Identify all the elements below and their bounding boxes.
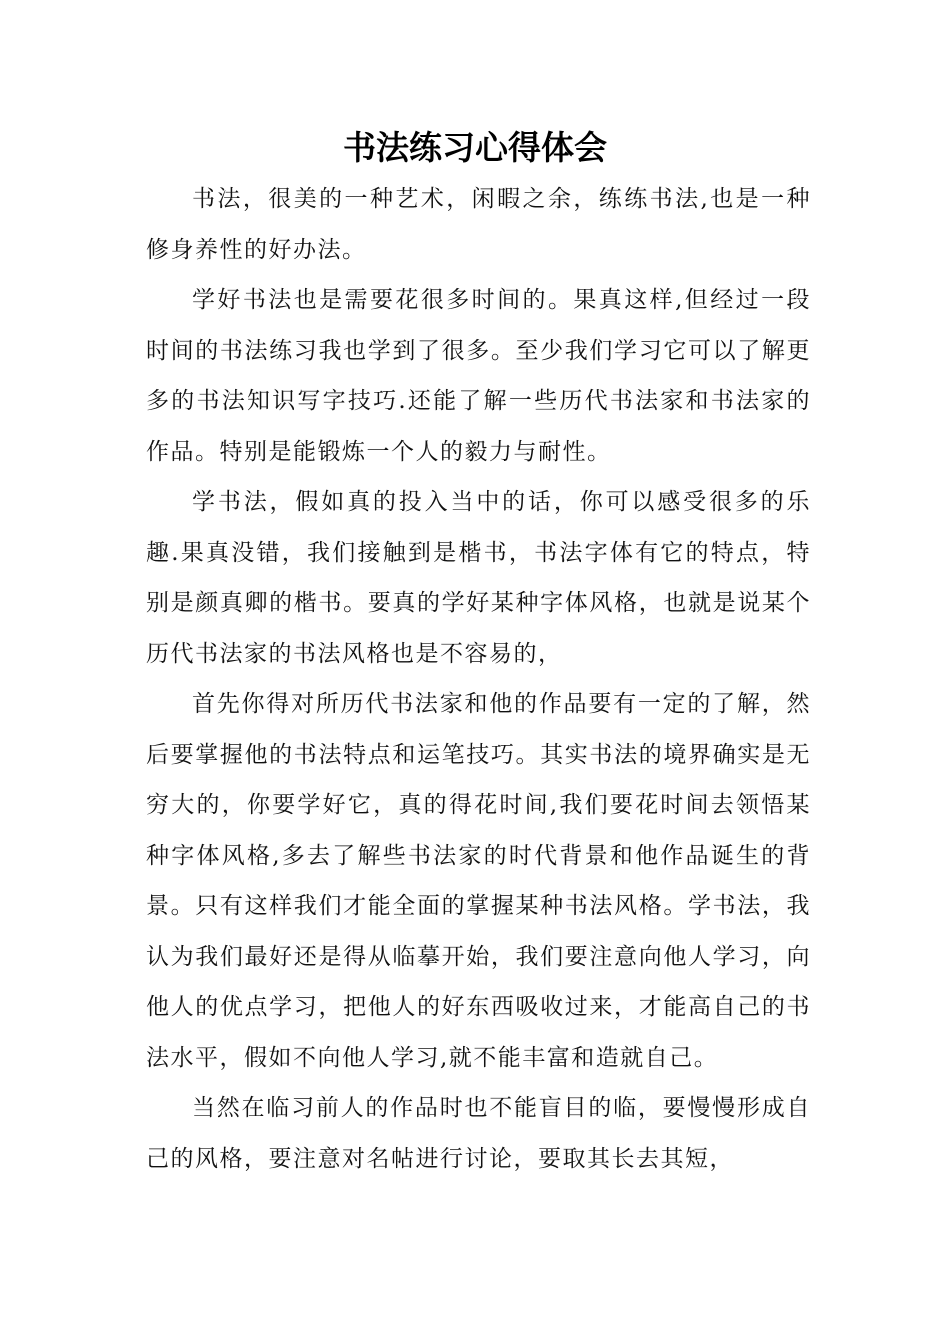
paragraph-1: 书法，很美的一种艺术，闲暇之余，练练书法,也是一种修身养性的好办法。 (146, 186, 811, 263)
document-body (146, 174, 811, 1184)
paragraph-2: 学好书法也是需要花很多时间的。果真这样,但经过一段时间的书法练习我也学到了很多。至少我们学习它可以了解更多的书法知识写字技巧.还能了解一些历代书法家和书法家的作品。特别是能锻炼一个人的毅力与耐性。 (146, 287, 811, 465)
paragraph-3: 学书法，假如真的投入当中的话，你可以感受很多的乐趣.果真没错，我们接触到是楷书，书法字体有它的特点，特别是颜真卿的楷书。要真的学好某种字体风格，也就是说某个历代书法家的书法风格也是不容易的， (146, 489, 811, 667)
paragraph-4: 首先你得对所历代书法家和他的作品要有一定的了解，然后要掌握他的书法特点和运笔技巧。其实书法的境界确实是无穷大的，你要学好它，真的得花时间,我们要花时间去领悟某种字体风格,多去了解些书法家的时代背景和他作品诞生的背景。只有这样我们才能全面的掌握某种书法风格。学书法，我认为我们最好还是得从临摹开始，我们要注意向他人学习，向他人的优点学习，把他人的好东西吸收过来，才能高自己的书法水平，假如不向他人学习,就不能丰富和造就自己。 (146, 691, 811, 1071)
paragraph-5: 当然在临习前人的作品时也不能盲目的临，要慢慢形成自己的风格，要注意对名帖进行讨论，要取其长去其短， (146, 1095, 811, 1172)
document-title: 书法练习心得体会 (343, 128, 607, 167)
